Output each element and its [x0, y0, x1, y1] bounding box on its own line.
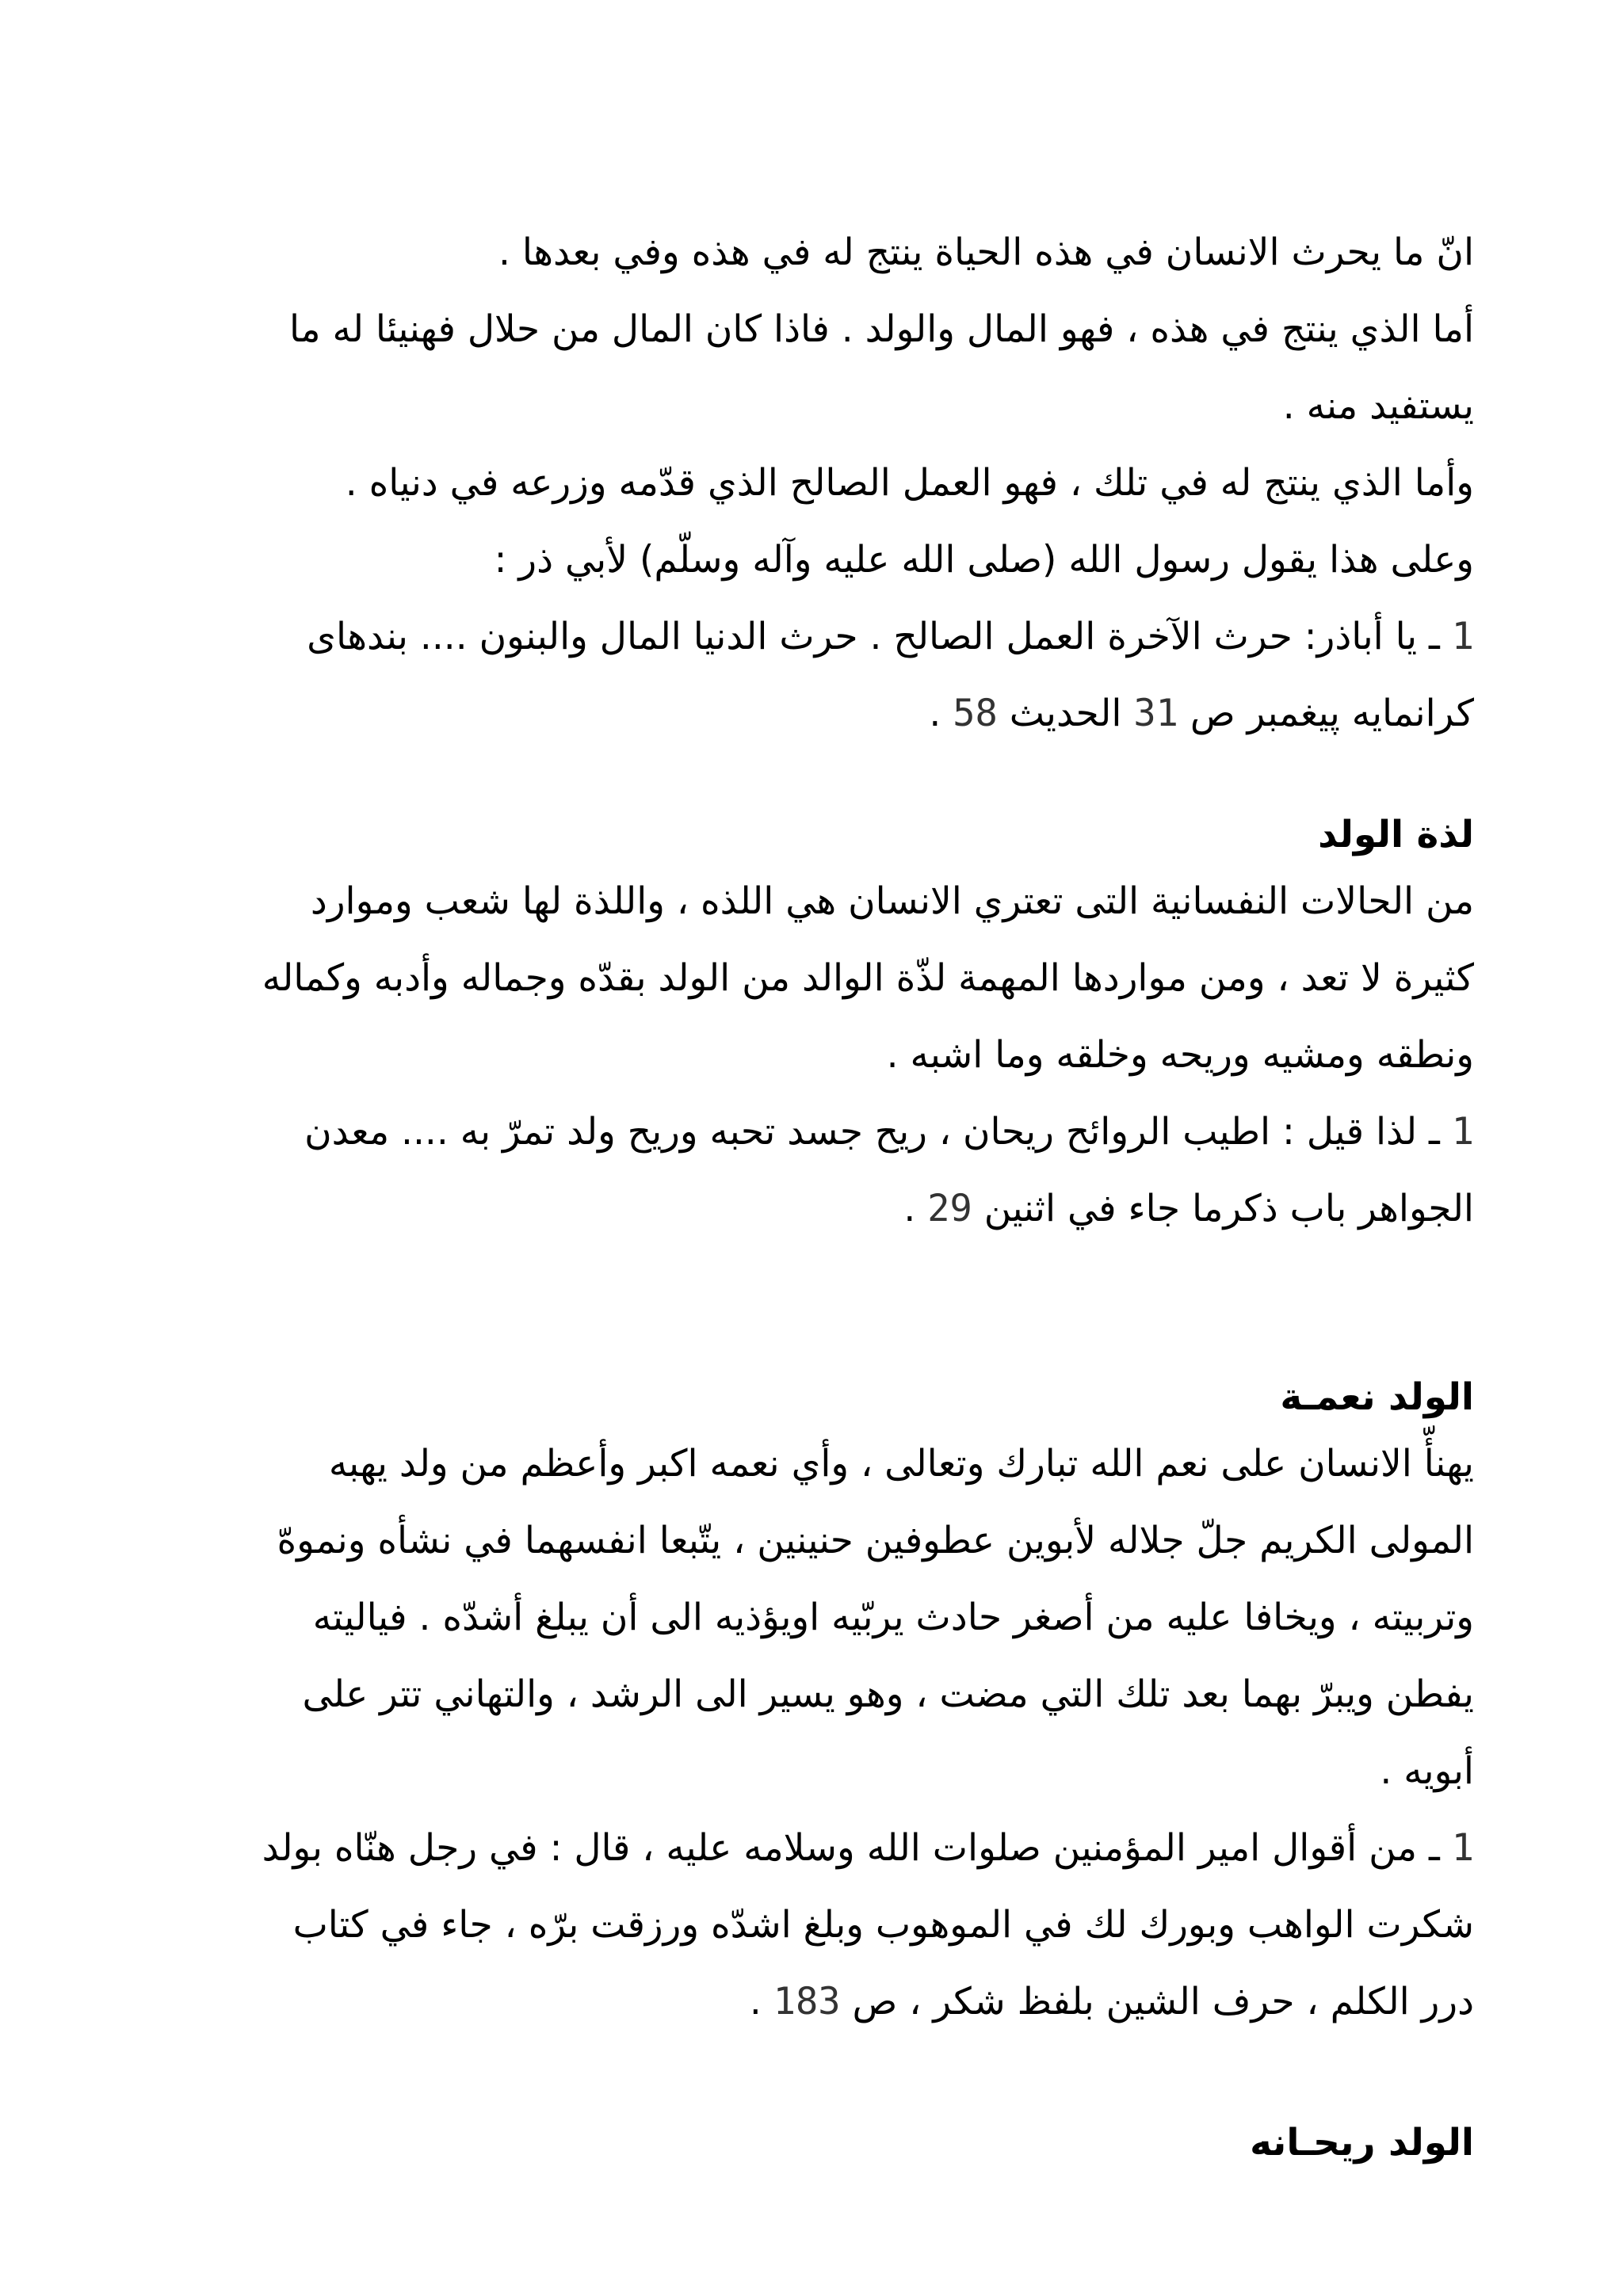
- reference-text: .: [749, 1980, 773, 2023]
- document-page: [158, 214, 1474, 2171]
- paragraph-line: من الحالات النفسانية التى تعتري الانسان هي اللذه ، واللذة لها شعب وموارد: [310, 879, 1474, 923]
- blessing-section: [158, 1370, 1474, 2040]
- spacer: [158, 1247, 1474, 1370]
- paragraph-line: يفطن ويبرّ بهما بعد تلك التي مضت ، وهو يسير الى الرشد ، والتهاني تتر على: [302, 1672, 1474, 1716]
- reference-line: [158, 1170, 1474, 1247]
- page-number: 183: [773, 1980, 841, 2023]
- reference-number: 1: [1451, 615, 1474, 658]
- reference-number: 1: [1451, 1110, 1474, 1154]
- paragraph-line: انّ ما يحرث الانسان في هذه الحياة ينتج له في هذه وفي بعدها .: [498, 231, 1474, 274]
- basil-section: [158, 2115, 1474, 2171]
- reference-text: .: [929, 692, 953, 735]
- paragraph-line: ونطقه ومشيه وريحه وخلقه وما اشبه .: [886, 1033, 1474, 1077]
- page-number: 29: [927, 1187, 972, 1230]
- reference-line: [158, 598, 1474, 675]
- pleasure-section: [158, 807, 1474, 1247]
- intro-section: [158, 214, 1474, 752]
- reference-line: [158, 675, 1474, 752]
- section-heading: الولد نعمـة: [1280, 1375, 1474, 1419]
- paragraph-line: كثيرة لا تعد ، ومن مواردها المهمة لذّة الوالد من الولد بقدّه وجماله وأدبه وكماله: [262, 956, 1474, 1000]
- reference-line: [158, 1093, 1474, 1170]
- paragraph-line: يهنأّ الانسان على نعم الله تبارك وتعالى ، وأي نعمه اكبر وأعظم من ولد يهبه: [328, 1442, 1474, 1486]
- reference-text: الجواهر باب ذكرما جاء في اثنين: [972, 1187, 1474, 1230]
- paragraph-line: المولى الكريم جلّ جلاله لأبوين عطوفين حنينين ، يتّبعا انفسهما في نشأه ونموهّ: [277, 1519, 1474, 1562]
- section-heading: الولد ريحـانه: [1250, 2121, 1474, 2164]
- section-heading: لذة الولد: [1318, 813, 1474, 856]
- paragraph-line: وتربيته ، ويخافا عليه من أصغر حادث يربّيه اويؤذيه الى أن يبلغ أشدّه . فياليته: [312, 1596, 1474, 1639]
- paragraph-line: وعلى هذا يقول رسول الله (صلى الله عليه وآله وسلّم) لأبي ذر :: [494, 538, 1474, 582]
- reference-text: درر الكلم ، حرف الشين بلفظ شكر ، ص: [840, 1980, 1474, 2023]
- reference-text: ـ يا أباذر: حرث الآخرة العمل الصالح . حرث الدنيا المال والبنون .... بندهای: [307, 615, 1452, 658]
- paragraph-line: يستفيد منه .: [1282, 384, 1474, 428]
- reference-text: ـ من أقوال امير المؤمنين صلوات الله وسلامه عليه ، قال : في رجل هنّاه بولد: [262, 1826, 1452, 1870]
- paragraph-line: وأما الذي ينتج له في تلك ، فهو العمل الصالح الذي قدّمه وزرعه في دنياه .: [345, 461, 1474, 505]
- reference-text: ـ لذا قيل : اطيب الروائح ريحان ، ريح جسد تحبه وريح ولد تمرّ به .... معدن: [304, 1110, 1452, 1154]
- reference-number: 1: [1451, 1826, 1474, 1870]
- reference-text: كرانمايه پيغمبر ص: [1178, 692, 1474, 735]
- spacer: [158, 752, 1474, 807]
- paragraph-line: أبويه .: [1380, 1749, 1474, 1793]
- hadith-number: 58: [953, 692, 998, 735]
- spacer: [158, 2040, 1474, 2115]
- reference-text: .: [903, 1187, 928, 1230]
- reference-line: [158, 1810, 1474, 1886]
- reference-text: الحديث: [997, 692, 1134, 735]
- reference-line: شكرت الواهب وبورك لك في الموهوب وبلغ اشدّه ورزقت برّه ، جاء في كتاب: [292, 1903, 1474, 1947]
- paragraph-line: أما الذي ينتج في هذه ، فهو المال والولد . فاذا كان المال من حلال فهنيئا له ما: [289, 307, 1474, 351]
- page-number: 31: [1133, 692, 1178, 735]
- reference-line: [158, 1963, 1474, 2040]
